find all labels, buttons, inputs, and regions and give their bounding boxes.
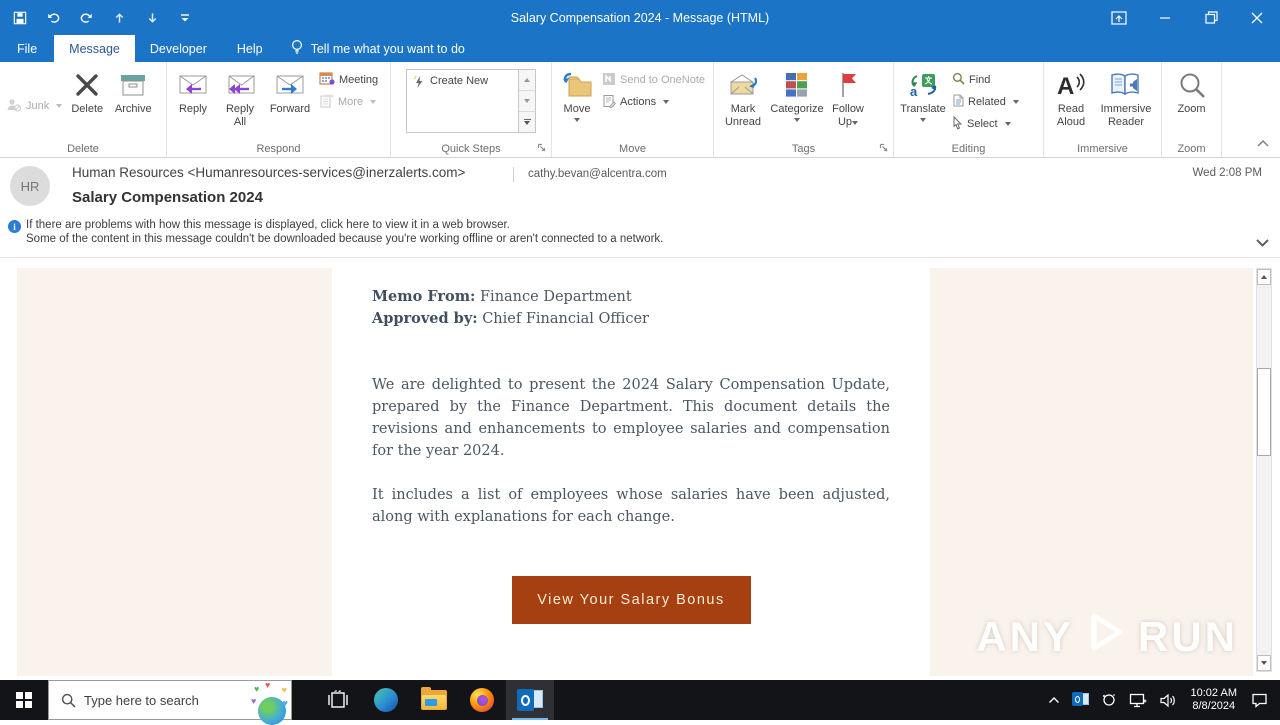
related-button[interactable] — [949, 91, 1022, 113]
actions-label: Actions — [620, 96, 657, 108]
immersive-reader-button[interactable] — [1095, 65, 1157, 141]
group-label-quick-steps: Quick Steps — [441, 143, 501, 155]
forward-button[interactable] — [264, 65, 316, 141]
tray-network-button[interactable] — [1123, 680, 1153, 720]
group-label-editing: Editing — [951, 143, 986, 155]
taskbar — [0, 680, 1280, 720]
message-header — [0, 158, 1280, 215]
system-tray — [1042, 680, 1280, 720]
meeting-button[interactable] — [316, 69, 381, 91]
forward-icon — [273, 67, 307, 103]
tray-status-button[interactable] — [1095, 680, 1123, 720]
expand-header-chevron-icon[interactable] — [1255, 237, 1270, 251]
select-label: Select — [967, 118, 998, 130]
email-paragraph-2: It includes a list of employees whose salaries have been adjusted, along with explanations for each change. — [372, 487, 890, 525]
email-paragraph-1: We are delighted to present the 2024 Salary Compensation Update, prepared by the Finance Department. This document details the revisions and enhancements to employee salaries and compensation for the year 2024. — [372, 377, 890, 459]
anyrun-watermark — [976, 606, 1238, 668]
translate-label: Translate — [900, 103, 946, 115]
chevron-down-icon — [663, 100, 669, 104]
junk-button[interactable] — [3, 95, 65, 117]
more-respond-label: More — [338, 96, 364, 108]
meeting-label: Meeting — [339, 74, 379, 86]
junk-icon — [6, 98, 22, 115]
reply-label: Reply — [178, 103, 208, 115]
view-salary-bonus-button[interactable]: View Your Salary Bonus — [512, 576, 751, 624]
tell-me-label: Tell me what you want to do — [310, 41, 465, 56]
scrollbar-thumb[interactable] — [1257, 368, 1271, 456]
lightning-icon — [413, 75, 425, 92]
reply-icon — [176, 67, 210, 103]
mark-unread-button[interactable] — [717, 65, 769, 141]
window-title: Salary Compensation 2024 - Message (HTML) — [510, 10, 770, 25]
junk-label: Junk — [26, 100, 50, 112]
svg-text:a: a — [910, 84, 918, 99]
move-label: Move — [563, 103, 591, 115]
zoom-icon — [1175, 67, 1209, 103]
zoom-button[interactable] — [1170, 65, 1214, 141]
actions-icon — [602, 94, 616, 111]
zoom-label: Zoom — [1177, 103, 1206, 115]
watermark-text-right: RUN — [1138, 613, 1238, 660]
approved-by-label: Approved by: — [372, 310, 478, 327]
ribbon-group-quick-steps — [391, 62, 552, 157]
info-icon: i — [8, 220, 21, 233]
network-icon — [1129, 693, 1147, 708]
email-content-column — [332, 268, 930, 676]
group-label-delete: Delete — [67, 143, 99, 155]
onenote-icon — [602, 72, 616, 89]
next-item-icon[interactable] — [144, 10, 160, 26]
translate-button[interactable] — [897, 65, 949, 141]
follow-up-label: Follow Up — [832, 103, 864, 128]
sender-address[interactable]: Human Resources <Humanresources-services@inerzalerts.com> — [72, 165, 466, 180]
taskbar-edge-button[interactable] — [362, 680, 410, 720]
group-label-respond: Respond — [256, 143, 301, 155]
more-respond-icon — [319, 94, 334, 111]
move-folder-icon — [560, 67, 594, 103]
categorize-button[interactable] — [769, 65, 825, 141]
group-label-tags: Tags — [791, 143, 816, 155]
previous-item-icon[interactable] — [111, 10, 127, 26]
ribbon-group-move — [552, 62, 714, 157]
avatar[interactable]: HR — [10, 166, 50, 206]
archive-icon — [116, 67, 150, 103]
related-icon — [952, 94, 964, 110]
gallery-scroll-up[interactable] — [519, 70, 535, 91]
search-icon — [61, 693, 76, 708]
taskbar-firefox-button[interactable] — [458, 680, 506, 720]
lightbulb-icon — [290, 38, 304, 59]
tab-developer[interactable]: Developer — [149, 41, 207, 56]
quick-steps-dialog-launcher-icon[interactable] — [537, 142, 549, 154]
create-new-label: Create New — [430, 75, 489, 87]
memo-from-label: Memo From: — [372, 288, 476, 305]
message-subject: Salary Compensation 2024 — [72, 189, 263, 206]
more-respond-button[interactable] — [316, 91, 381, 113]
ribbon-filler — [1222, 62, 1280, 157]
info-line-1[interactable]: If there are problems with how this message is displayed, click here to view it in a web browser. — [26, 219, 510, 231]
file-explorer-icon — [421, 690, 447, 710]
related-label: Related — [968, 96, 1006, 108]
reading-pane — [0, 258, 1280, 676]
select-cursor-icon — [952, 116, 963, 132]
search-highlight-globe-icon[interactable]: ♥ ♥ ♥ ♥ ♥ — [253, 683, 287, 719]
read-aloud-button[interactable] — [1047, 65, 1095, 141]
categorize-label: Categorize — [770, 103, 824, 115]
vertical-scrollbar[interactable] — [1256, 268, 1272, 672]
delete-button[interactable] — [65, 65, 109, 141]
group-label-move: Move — [619, 143, 646, 155]
customize-qat-icon[interactable] — [177, 10, 193, 26]
ribbon-group-tags — [714, 62, 894, 157]
forward-label: Forward — [269, 103, 311, 115]
chevron-up-icon — [1048, 696, 1060, 704]
chevron-down-icon — [794, 118, 800, 122]
follow-up-flag-icon — [831, 67, 865, 103]
redo-icon[interactable] — [78, 10, 94, 26]
watermark-text-left: ANY — [976, 613, 1074, 660]
collapse-ribbon-icon[interactable] — [1256, 137, 1270, 151]
window-controls — [1096, 0, 1280, 35]
task-view-icon — [327, 691, 349, 709]
ribbon-group-respond — [167, 62, 391, 157]
approved-by-value: Chief Financial Officer — [482, 311, 649, 327]
reply-all-button[interactable] — [216, 65, 264, 141]
translate-icon — [906, 67, 940, 103]
select-button[interactable] — [949, 113, 1022, 135]
tell-me-box[interactable] — [290, 35, 465, 62]
clock-time: 10:02 AM — [1190, 687, 1237, 699]
mark-unread-icon — [726, 67, 760, 103]
group-label-immersive: Immersive — [1077, 143, 1128, 155]
gallery-scrollbar — [518, 70, 535, 132]
reply-all-icon — [223, 67, 257, 103]
start-button[interactable] — [0, 680, 48, 720]
chevron-down-icon — [1013, 100, 1019, 104]
find-label: Find — [969, 74, 991, 86]
minimize-button[interactable] — [1142, 0, 1188, 35]
save-icon[interactable] — [12, 10, 28, 26]
meeting-icon — [319, 71, 335, 89]
chevron-down-icon — [1005, 122, 1011, 126]
chevron-down-icon — [852, 121, 858, 125]
task-view-button[interactable] — [314, 680, 362, 720]
taskbar-outlook-button[interactable] — [506, 680, 554, 720]
clock-date: 8/8/2024 — [1192, 700, 1236, 712]
approved-by-line — [372, 308, 890, 330]
speaker-icon — [1159, 693, 1177, 708]
chevron-down-icon — [56, 104, 62, 108]
chevron-down-icon — [370, 100, 376, 104]
actions-button[interactable] — [599, 91, 708, 113]
quick-steps-gallery — [406, 69, 536, 133]
firefox-icon — [470, 688, 494, 712]
tab-message[interactable]: Message — [54, 35, 135, 62]
find-button[interactable] — [949, 69, 1022, 91]
immersive-reader-icon — [1109, 67, 1143, 103]
memo-from-value: Finance Department — [480, 289, 632, 305]
status-circle-icon — [1101, 692, 1117, 708]
reply-all-label: Reply All — [225, 103, 255, 128]
tray-outlook-button[interactable] — [1066, 680, 1095, 720]
title-bar — [0, 0, 1280, 35]
ribbon-tab-row — [0, 35, 1280, 62]
find-icon — [952, 72, 965, 88]
close-button[interactable] — [1234, 0, 1280, 35]
ribbon-group-zoom — [1162, 62, 1222, 157]
reply-button[interactable] — [170, 65, 216, 141]
mark-unread-label: Mark Unread — [724, 103, 762, 128]
ribbon-group-delete — [0, 62, 167, 157]
archive-button[interactable] — [109, 65, 157, 141]
ribbon — [0, 62, 1280, 158]
read-aloud-label: Read Aloud — [1056, 103, 1086, 128]
gallery-more-button[interactable] — [519, 112, 535, 132]
archive-label: Archive — [114, 103, 152, 115]
undo-icon[interactable] — [45, 10, 61, 26]
recipient-address[interactable]: cathy.bevan@alcentra.com — [528, 168, 667, 180]
tab-help[interactable]: Help — [236, 41, 263, 56]
edge-icon — [374, 688, 398, 712]
memo-from-line — [372, 286, 890, 308]
chevron-down-icon — [574, 118, 580, 122]
ribbon-display-options-button[interactable] — [1096, 0, 1142, 35]
restore-button[interactable] — [1188, 0, 1234, 35]
tray-volume-button[interactable] — [1153, 680, 1183, 720]
tray-show-hidden-icons-button[interactable] — [1042, 680, 1066, 720]
svg-text:A: A — [1057, 73, 1075, 100]
message-date: Wed 2:08 PM — [1192, 167, 1262, 179]
move-button[interactable] — [555, 65, 599, 141]
tab-file[interactable]: File — [0, 35, 54, 62]
onenote-label: Send to OneNote — [620, 74, 706, 86]
ribbon-group-editing — [894, 62, 1044, 157]
delete-icon — [70, 67, 104, 103]
quick-access-toolbar — [12, 10, 193, 26]
scroll-up-button[interactable] — [1257, 269, 1271, 285]
tags-dialog-launcher-icon[interactable] — [879, 142, 891, 154]
follow-up-button[interactable] — [825, 65, 871, 141]
header-divider — [513, 167, 514, 182]
info-line-2: Some of the content in this message couldn't be downloaded because you're working offline or aren't connected to a network. — [26, 233, 664, 245]
categorize-icon — [780, 67, 814, 103]
scroll-down-button[interactable] — [1257, 655, 1271, 671]
outlook-icon — [517, 688, 543, 712]
immersive-reader-label: Immersive Reader — [1100, 103, 1152, 128]
taskbar-clock[interactable] — [1183, 687, 1245, 713]
info-bar — [0, 215, 1280, 258]
action-center-button[interactable] — [1245, 680, 1280, 720]
anyrun-logo-icon — [1080, 606, 1132, 668]
read-aloud-icon — [1054, 67, 1088, 103]
gallery-scroll-down[interactable] — [519, 91, 535, 112]
ribbon-group-immersive — [1044, 62, 1162, 157]
delete-label: Delete — [71, 103, 104, 115]
create-new-quick-step[interactable] — [407, 70, 518, 132]
chevron-down-icon — [920, 118, 926, 122]
taskbar-file-explorer-button[interactable] — [410, 680, 458, 720]
taskbar-search[interactable] — [48, 680, 292, 720]
windows-logo-icon — [16, 692, 32, 708]
send-to-onenote-button[interactable] — [599, 69, 708, 91]
group-label-zoom: Zoom — [1177, 143, 1206, 155]
outlook-mini-icon — [1072, 692, 1089, 708]
action-center-icon — [1251, 692, 1268, 708]
